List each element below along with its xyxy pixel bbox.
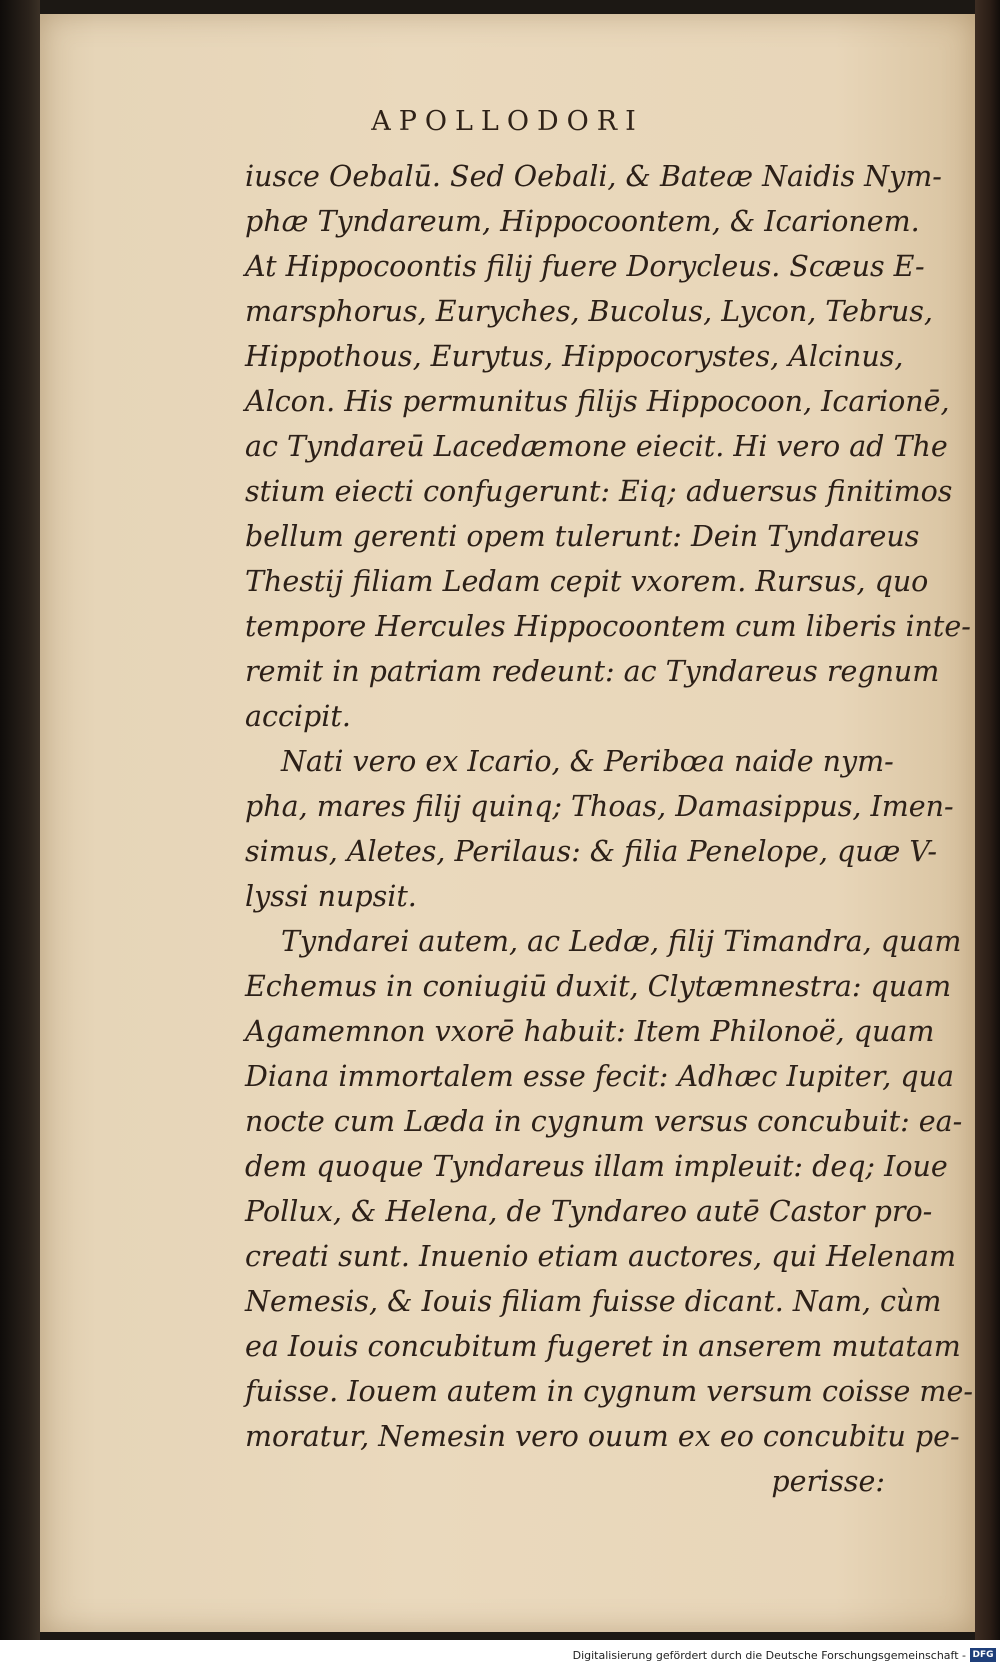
text-line: creati sunt. Inuenio etiam auctores, qui Helenam [245, 1240, 957, 1273]
text-line: Nemesis, & Iouis filiam fuisse dicant. Nam, cùm [245, 1285, 942, 1318]
text-line: fuisse. Iouem autem in cygnum versum coisse me- [245, 1375, 973, 1408]
text-line: dem quoque Tyndareus illam impleuit: deq; Ioue [245, 1150, 948, 1183]
text-line: Nati vero ex Icario, & Peribœa naide nym- [281, 745, 894, 778]
text-line: moratur, Nemesin vero ouum ex eo concubitu pe- [245, 1420, 960, 1453]
running-head: APOLLODORI [371, 106, 644, 137]
text-line: Pollux, & Helena, de Tyndareo autē Castor pro- [245, 1195, 933, 1228]
body-text [245, 154, 973, 1504]
text-line: ea Iouis concubitum fugeret in anserem mutatam [245, 1330, 961, 1363]
text-line: Tyndarei autem, ac Ledæ, filij Timandra, quam [281, 925, 962, 958]
text-line: phæ Tyndareum, Hippocoontem, & Icarionem. [245, 205, 920, 238]
text-line: stium eiecti confugerunt: Eiq; aduersus finitimos [245, 475, 953, 508]
text-line: Thestij filiam Ledam cepit vxorem. Rursus, quo [245, 565, 929, 598]
text-line: ac Tyndareū Lacedæmone eiecit. Hi vero ad The [245, 430, 948, 463]
footer-bar [0, 1642, 1000, 1671]
book-page [40, 14, 975, 1632]
text-line: lyssi nupsit. [245, 880, 417, 913]
text-line: Diana immortalem esse fecit: Adhæc Iupiter, qua [245, 1060, 954, 1093]
text-line: remit in patriam redeunt: ac Tyndareus regnum [245, 655, 940, 688]
text-line: Hippothous, Eurytus, Hippocorystes, Alcinus, [245, 340, 904, 373]
text-line: Echemus in coniugiū duxit, Clytæmnestra: quam [245, 970, 952, 1003]
text-line: pha, mares filij quinq; Thoas, Damasippus, Imen- [245, 790, 954, 823]
text-line: tempore Hercules Hippocoontem cum liberis inte- [245, 610, 971, 643]
dfg-logo-icon: DFG [970, 1648, 996, 1662]
text-line: Alcon. His permunitus filijs Hippocoon, Icarionē, [245, 385, 950, 418]
text-line: marsphorus, Euryches, Bucolus, Lycon, Tebrus, [245, 295, 933, 328]
book-edge-left [0, 0, 40, 1640]
text-line: iusce Oebalū. Sed Oebali, & Bateæ Naidis Nym- [245, 160, 942, 193]
text-line: accipit. [245, 700, 351, 733]
text-line: Agamemnon vxorē habuit: Item Philonoë, quam [245, 1015, 935, 1048]
funding-credit: Digitalisierung gefördert durch die Deutsche Forschungsgemeinschaft - [572, 1649, 966, 1662]
text-line: At Hippocoontis filij fuere Dorycleus. Scæus E- [245, 250, 925, 283]
text-line: simus, Aletes, Perilaus: & filia Penelope, quæ V- [245, 835, 937, 868]
text-line: bellum gerenti opem tulerunt: Dein Tyndareus [245, 520, 920, 553]
book-edge-right [975, 0, 1000, 1640]
text-line: nocte cum Læda in cygnum versus concubuit: ea- [245, 1105, 963, 1138]
catchword: perisse: [771, 1465, 885, 1498]
